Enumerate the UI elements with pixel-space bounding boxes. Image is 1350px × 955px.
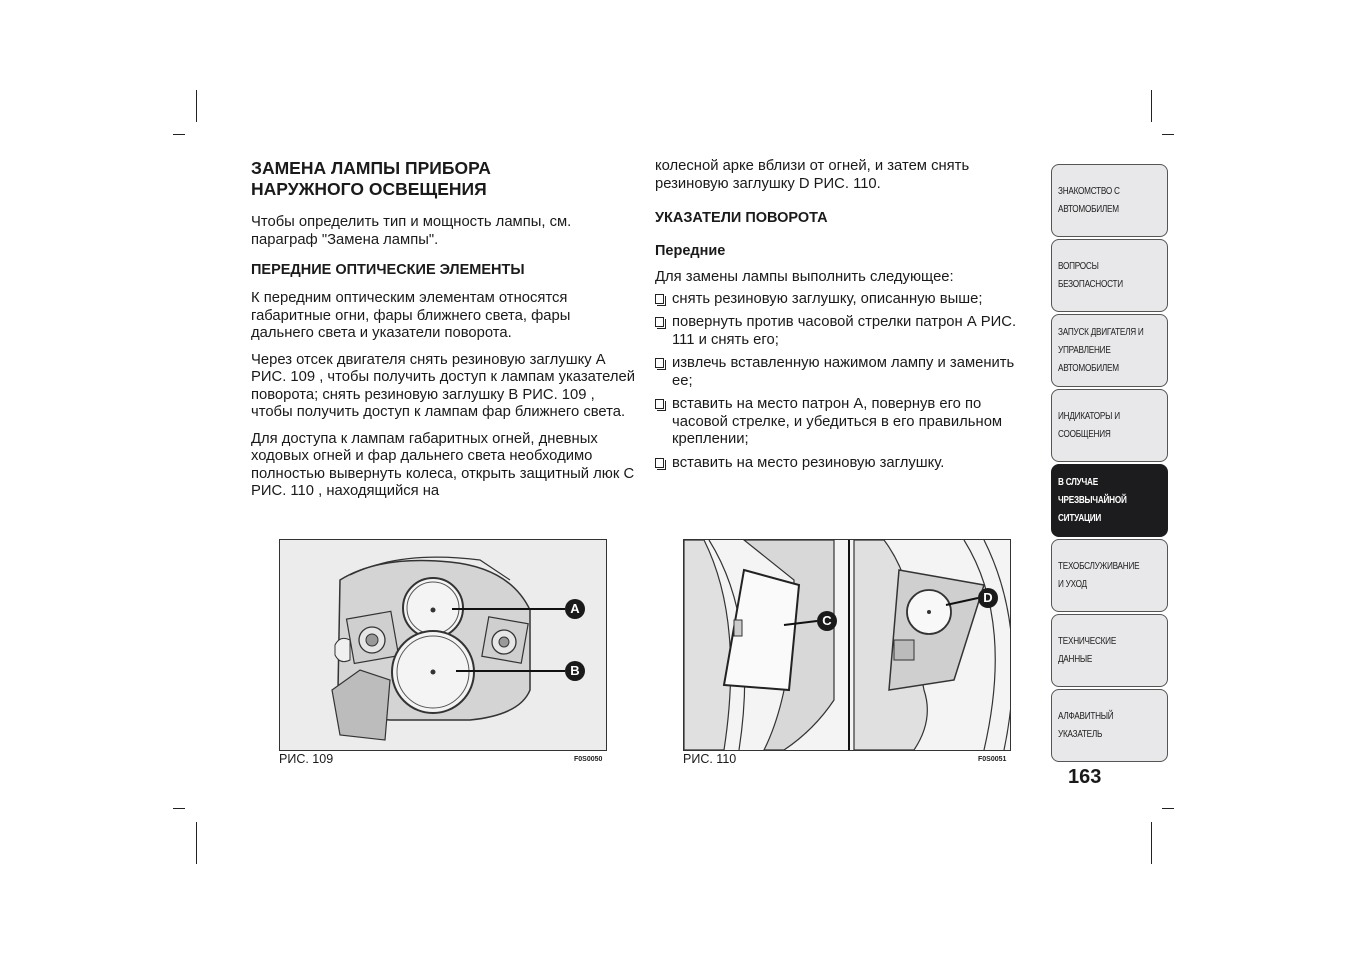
section-heading-front-optics: ПЕРЕДНИЕ ОПТИЧЕСКИЕ ЭЛЕМЕНТЫ bbox=[251, 262, 525, 278]
checkbox-bullet-icon bbox=[655, 458, 664, 468]
figure-109-code: F0S0050 bbox=[574, 756, 603, 763]
subheading-front: Передние bbox=[655, 243, 726, 259]
paragraph-2: Через отсек двигателя снять резиновую заглушку А РИС. 109 , чтобы получить доступ к лампам указателей поворота; снять резиновую заглушку В РИС. 109 , чтобы получить доступ к лампам фар ближнего света. bbox=[251, 351, 636, 420]
crop-mark bbox=[1151, 90, 1152, 122]
tab-maintenance[interactable] bbox=[1051, 539, 1168, 612]
steps-lead: Для замены лампы выполнить следующее: bbox=[655, 269, 954, 285]
crop-mark bbox=[173, 134, 185, 135]
tab-label: ТЕХНИЧЕСКИЕ ДАННЫЕ bbox=[1058, 635, 1117, 665]
page-title bbox=[251, 158, 636, 200]
checkbox-bullet-icon bbox=[655, 294, 664, 304]
step-text: вставить на место резиновую заглушку. bbox=[672, 454, 945, 471]
tab-label: ЗАПУСК ДВИГАТЕЛЯ И УПРАВЛЕНИЕ АВТОМОБИЛЕМ bbox=[1058, 326, 1144, 374]
callout-b: B bbox=[565, 661, 585, 681]
section-heading-turn-signals: УКАЗАТЕЛИ ПОВОРОТА bbox=[655, 210, 828, 226]
tab-label: ИНДИКАТОРЫ И СООБЩЕНИЯ bbox=[1058, 410, 1120, 440]
step-item bbox=[655, 396, 1025, 449]
step-text: снять резиновую заглушку, описанную выше; bbox=[672, 290, 983, 307]
tab-starting-driving[interactable] bbox=[1051, 314, 1168, 387]
crop-mark bbox=[1162, 134, 1174, 135]
tab-technical-data[interactable] bbox=[1051, 614, 1168, 687]
figure-110-wheel-arch bbox=[683, 539, 1011, 751]
steps-list bbox=[655, 291, 1025, 473]
title-line-2: НАРУЖНОГО ОСВЕЩЕНИЯ bbox=[251, 179, 487, 199]
crop-mark bbox=[1151, 822, 1152, 864]
step-text: вставить на место патрон А, повернув его по часовой стрелке, и убедиться в его правильном креплении; bbox=[672, 396, 1003, 447]
left-column bbox=[251, 158, 636, 510]
continuation-paragraph: колесной арке вблизи от огней, и затем снять резиновую заглушку D РИС. 110. bbox=[655, 158, 970, 192]
crop-mark bbox=[173, 808, 185, 809]
page-number: 163 bbox=[1068, 766, 1102, 788]
figure-110-caption: РИС. 110 bbox=[683, 752, 737, 766]
tab-indicators[interactable] bbox=[1051, 389, 1168, 462]
step-item bbox=[655, 314, 1025, 349]
checkbox-bullet-icon bbox=[655, 358, 664, 368]
tab-label: АЛФАВИТНЫЙ УКАЗАТЕЛЬ bbox=[1058, 710, 1114, 740]
figure-109-headlamp bbox=[279, 539, 607, 751]
crop-mark bbox=[196, 822, 197, 864]
crop-mark bbox=[1162, 808, 1174, 809]
title-line-1: ЗАМЕНА ЛАМПЫ ПРИБОРА bbox=[251, 158, 491, 178]
crop-mark bbox=[196, 90, 197, 122]
checkbox-bullet-icon bbox=[655, 399, 664, 409]
tab-label: ЗНАКОМСТВО С АВТОМОБИЛЕМ bbox=[1058, 185, 1120, 215]
step-item bbox=[655, 291, 1025, 309]
step-item bbox=[655, 455, 1025, 473]
checkbox-bullet-icon bbox=[655, 317, 664, 327]
callout-a: A bbox=[565, 599, 585, 619]
step-item bbox=[655, 355, 1025, 390]
step-text: повернуть против часовой стрелки патрон А РИС. 111 и снять его; bbox=[672, 314, 1017, 348]
paragraph-1: К передним оптическим элементам относятся габаритные огни, фары ближнего света, фары дальнего света и указатели поворота. bbox=[251, 290, 571, 341]
tab-index[interactable] bbox=[1051, 689, 1168, 762]
tab-emergency[interactable] bbox=[1051, 464, 1168, 537]
tab-vehicle-intro[interactable] bbox=[1051, 164, 1168, 237]
callout-c: C bbox=[817, 611, 837, 631]
wheel-arch-illustration bbox=[684, 540, 1010, 750]
step-text: извлечь вставленную нажимом лампу и заменить ее; bbox=[672, 355, 1015, 389]
paragraph-3: Для доступа к лампам габаритных огней, дневных ходовых огней и фар дальнего света необходимо полностью вывернуть колеса, открыть защитный люк С РИС. 110 , находящийся на bbox=[251, 430, 635, 499]
figure-109-caption: РИС. 109 bbox=[279, 752, 334, 766]
tab-label: В СЛУЧАЕ ЧРЕЗВЫЧАЙНОЙ СИТУАЦИИ bbox=[1058, 476, 1127, 524]
tab-label: ВОПРОСЫ БЕЗОПАСНОСТИ bbox=[1058, 260, 1123, 290]
callout-d: D bbox=[978, 588, 998, 608]
headlamp-illustration bbox=[280, 540, 606, 750]
right-column bbox=[655, 158, 1025, 478]
tab-safety[interactable] bbox=[1051, 239, 1168, 312]
figure-110-code: F0S0051 bbox=[978, 756, 1007, 763]
tab-label: ТЕХОБСЛУЖИВАНИЕ И УХОД bbox=[1058, 560, 1140, 590]
intro-paragraph: Чтобы определить тип и мощность лампы, см. параграф "Замена лампы". bbox=[251, 214, 572, 248]
